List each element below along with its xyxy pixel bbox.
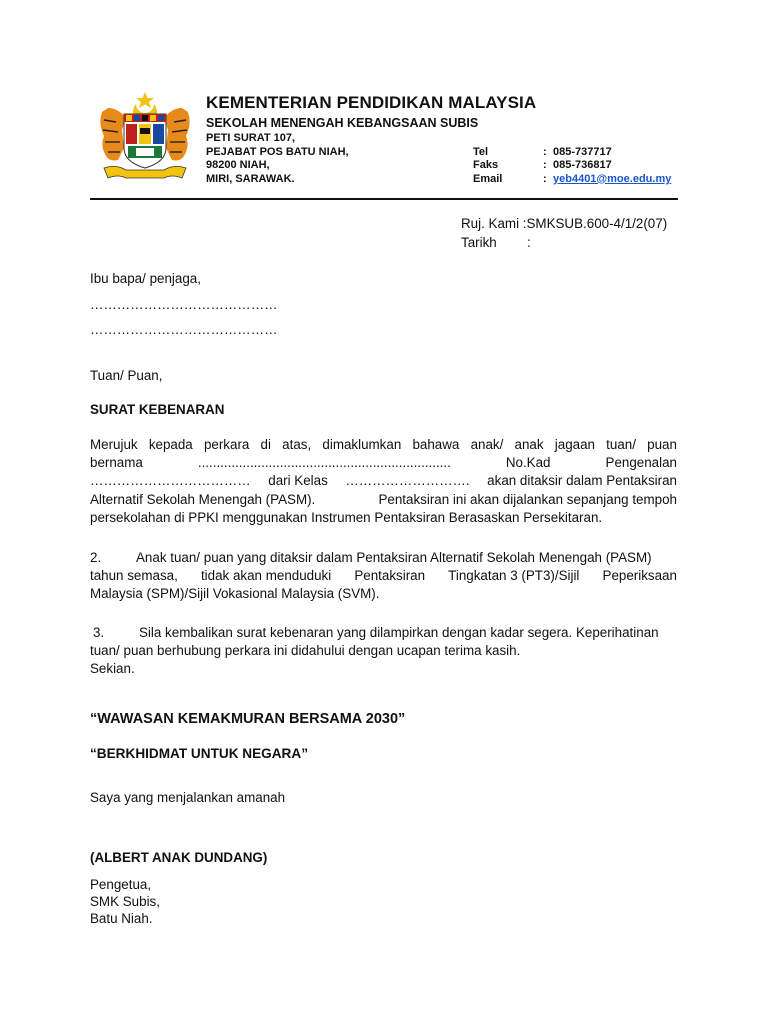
contact-block <box>473 146 693 187</box>
letterhead <box>206 92 686 186</box>
recipient-dotted-line: …………………………………… <box>90 322 278 337</box>
school-name: SEKOLAH MENENGAH KEBANGSAAN SUBIS <box>206 116 479 130</box>
tarikh-row <box>461 234 667 253</box>
ministry-name: KEMENTERIAN PENDIDIKAN MALAYSIA <box>206 93 537 112</box>
closing-word: Sekian. <box>90 661 135 677</box>
paragraph-2 <box>90 549 677 604</box>
paragraph-1 <box>90 436 677 527</box>
paragraph-line <box>90 624 677 642</box>
word: bernama <box>90 455 143 471</box>
address-line: 98200 NIAH, <box>206 159 270 172</box>
recipient-dotted-line: …………………………………… <box>90 297 278 312</box>
word: puan <box>647 437 677 452</box>
paragraph-line: Malaysia (SPM)/Sijil Vokasional Malaysia (SVM). <box>90 586 380 602</box>
paragraph-line: persekolahan di PPKI menggunakan Instrumen Pentaksiran Berasaskan Persekitaran. <box>90 509 603 525</box>
ruj-value: SMKSUB.600-4/1/2(07) <box>526 216 668 231</box>
address-line: MIRI, SARAWAK. <box>206 172 295 185</box>
subject-heading: SURAT KEBENARAN <box>90 402 225 417</box>
word: No.Kad <box>505 455 551 471</box>
word: tuan/ <box>606 437 636 452</box>
paragraph-line <box>90 567 677 585</box>
word: bahawa <box>412 437 460 452</box>
word: dimaklumkan <box>322 437 402 452</box>
fax-value: 085-736817 <box>553 159 612 172</box>
malaysia-coat-of-arms-icon <box>96 90 194 186</box>
word: kepada <box>148 437 193 452</box>
paragraph-3 <box>90 624 677 679</box>
paragraph-line <box>90 491 677 509</box>
paragraph-line <box>90 454 677 472</box>
fax-row <box>473 159 693 173</box>
vision-motto: “WAWASAN KEMAKMURAN BERSAMA 2030” <box>90 711 406 727</box>
word: tidak akan menduduki <box>200 568 332 584</box>
signatory-title: Pengetua, <box>90 877 152 892</box>
reference-block <box>461 215 667 252</box>
word: perkara <box>203 437 250 452</box>
word: Tingkatan 3 (PT3)/Sijil <box>448 568 580 584</box>
word: Pentaksiran ini akan dijalankan sepanjang tempoh <box>378 491 677 507</box>
email-row <box>473 173 693 187</box>
address-line: PETI SURAT 107, <box>206 132 296 144</box>
word: anak <box>514 437 544 452</box>
paragraph-number: 3. <box>93 625 105 640</box>
class-blank: ………………………. <box>345 473 470 489</box>
word: tahun semasa, <box>90 568 178 584</box>
paragraph-line <box>90 549 677 567</box>
salutation: Tuan/ Puan, <box>90 368 163 383</box>
paragraph-number: 2. <box>90 550 102 565</box>
ruj-row <box>461 215 667 234</box>
ruj-label: Ruj. Kami : <box>461 216 527 231</box>
tel-colon: : <box>543 145 547 158</box>
tel-label: Tel <box>473 145 489 158</box>
word: Anak tuan/ puan yang ditaksir dalam Pentaksiran Alternatif Sekolah Menengah (PASM) <box>136 550 652 565</box>
fax-colon: : <box>543 159 547 172</box>
word: Peperiksaan <box>602 568 677 584</box>
word: Merujuk <box>90 437 138 452</box>
word: dari Kelas <box>268 473 328 489</box>
signatory-school: SMK Subis, <box>90 894 160 909</box>
fax-label: Faks <box>473 159 499 172</box>
paragraph-line <box>90 472 677 490</box>
word: Sila kembalikan surat kebenaran yang dilampirkan dengan kadar segera. Keperihatinan <box>139 625 659 640</box>
word: Pengenalan <box>605 455 677 471</box>
word: Alternatif Sekolah Menengah (PASM). <box>90 491 316 507</box>
service-motto: “BERKHIDMAT UNTUK NEGARA” <box>90 746 308 761</box>
tel-row <box>473 146 693 160</box>
address-block <box>206 132 686 186</box>
address-line: PEJABAT POS BATU NIAH, <box>206 145 349 158</box>
word: jagaan <box>554 437 595 452</box>
word: anak/ <box>470 437 504 452</box>
signatory-name: (ALBERT ANAK DUNDANG) <box>90 850 268 865</box>
ic-blank: ……………………………… <box>90 473 251 489</box>
trust-line: Saya yang menjalankan amanah <box>90 790 286 805</box>
name-blank: .................................................................... <box>197 455 451 471</box>
word: Pentaksiran <box>354 568 426 584</box>
email-colon: : <box>543 172 547 185</box>
word: atas, <box>282 437 312 452</box>
recipient-line: Ibu bapa/ penjaga, <box>90 271 201 286</box>
tarikh-colon: : <box>527 234 531 250</box>
letterhead-divider <box>90 198 678 200</box>
email-label: Email <box>473 172 503 185</box>
tarikh-label: Tarikh <box>461 234 497 250</box>
paragraph-line: tuan/ puan berhubung perkara ini didahului dengan ucapan terima kasih. <box>90 643 521 659</box>
tel-value: 085-737717 <box>553 145 612 158</box>
word: akan ditaksir dalam Pentaksiran <box>487 473 677 489</box>
signatory-location: Batu Niah. <box>90 911 153 926</box>
email-link[interactable]: yeb4401@moe.edu.my <box>553 172 672 185</box>
paragraph-line <box>90 436 677 454</box>
word: di <box>260 437 271 452</box>
